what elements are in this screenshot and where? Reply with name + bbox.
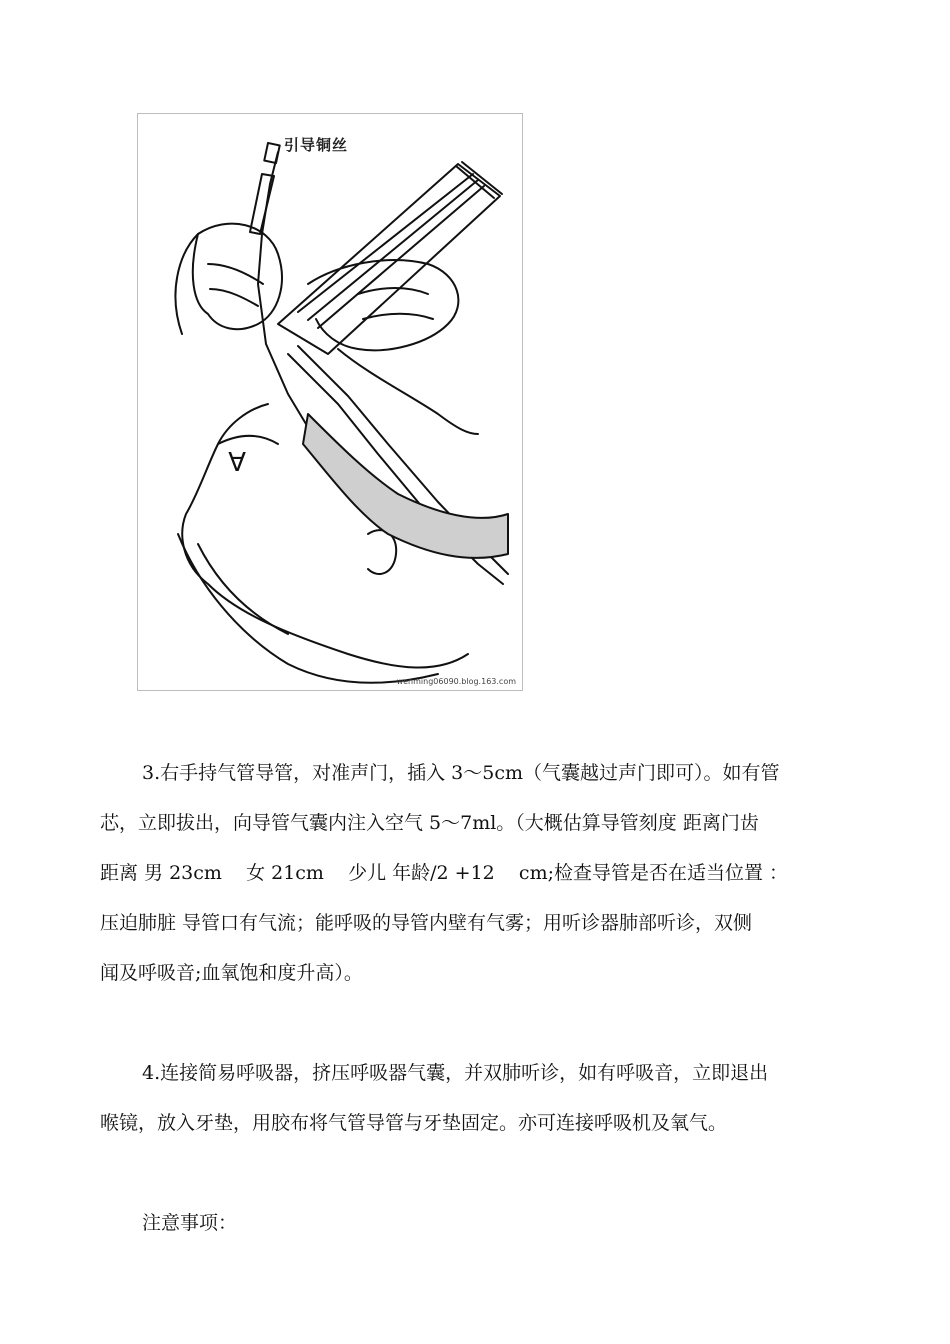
paragraph-step-3 <box>100 748 860 998</box>
paragraph-step-4 <box>100 1048 860 1148</box>
mirrored-label: A <box>228 445 246 475</box>
text-line: 距离 男 23cm 女 21cm 少儿 年龄/2 +12 cm;检查导管是否在适当位置 ： <box>100 862 789 884</box>
left-hand <box>193 224 282 330</box>
wire-tip <box>264 143 279 163</box>
text-line: 芯，立即拔出，向导管气囊内注入空气 5～7ml。（大概估算导管刻度 距离门齿 <box>100 812 759 834</box>
intubation-drawing <box>138 114 523 691</box>
figure-caption: 引导铜丝 <box>284 136 349 154</box>
section-heading: 注意事项： <box>142 1212 238 1234</box>
laryngoscope-handle <box>278 164 500 354</box>
text-line: 压迫肺脏 导管口有气流；能呼吸的导管内壁有气雾；用听诊器肺部听诊，双侧 <box>100 912 753 934</box>
text-line: 3.右手持气管导管，对准声门，插入 3～5cm（气囊越过声门即可）。如有管 <box>142 762 780 784</box>
intubation-illustration <box>137 113 523 691</box>
text-line: 4.连接简易呼吸器，挤压呼吸器气囊，并双肺听诊，如有呼吸音，立即退出 <box>142 1062 769 1084</box>
figure-watermark: wenming06090.blog.163.com <box>396 677 516 686</box>
right-hand <box>308 260 458 350</box>
text-line: 喉镜，放入牙垫，用胶布将气管导管与牙垫固定。亦可连接呼吸机及氧气。 <box>100 1112 728 1134</box>
paragraph-notes-heading <box>100 1198 860 1248</box>
text-line: 闻及呼吸音;血氧饱和度升高）。 <box>100 962 363 984</box>
